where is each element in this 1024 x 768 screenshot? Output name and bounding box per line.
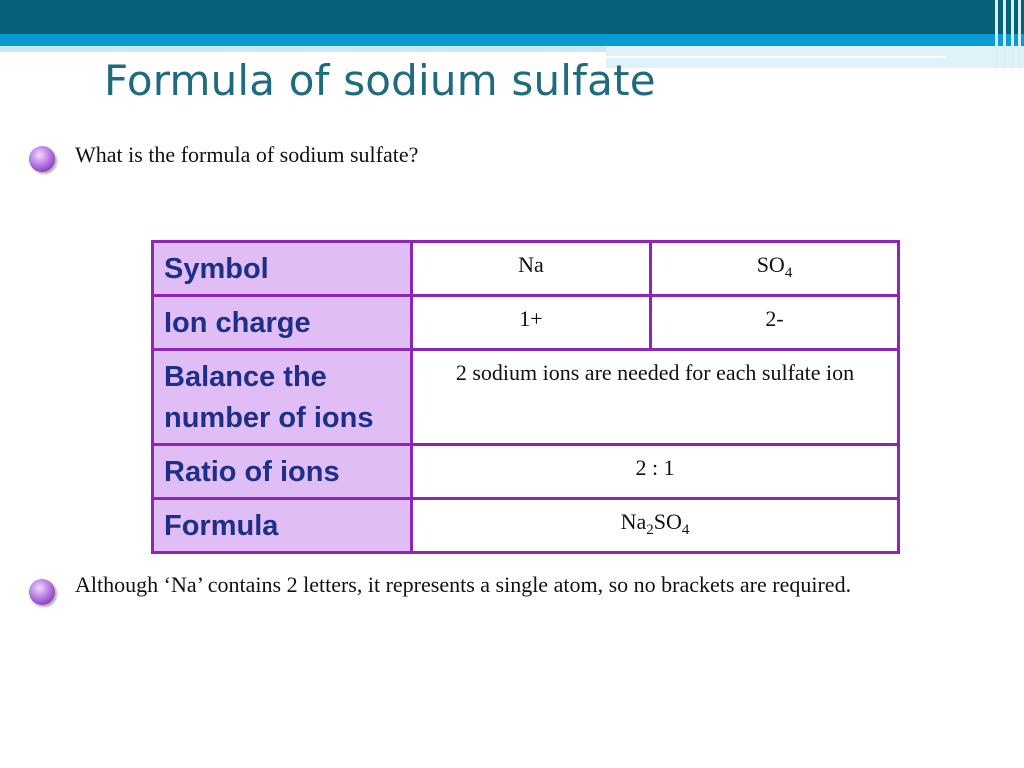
cell-formula [412, 499, 899, 553]
header-stripe [995, 0, 998, 68]
note-text: Although ‘Na’ contains 2 letters, it represents a single atom, so no brackets are required. [75, 572, 852, 597]
table-row [153, 499, 899, 553]
formula-na-subscript: 2 [646, 522, 654, 538]
header-band-dark [0, 0, 1024, 34]
question-text: What is the formula of sodium sulfate? [75, 142, 419, 167]
row-label-balance: Balance the number of ions [153, 350, 412, 445]
sulfate-symbol-subscript: 4 [784, 265, 793, 281]
cell-sulfate-charge: 2- [651, 296, 899, 350]
row-label-formula: Formula [153, 499, 412, 553]
slide-title: Formula of sodium sulfate [104, 56, 656, 105]
sulfate-symbol-base: SO [756, 252, 785, 277]
formula-so-subscript: 4 [681, 522, 690, 538]
row-label-symbol: Symbol [153, 242, 412, 296]
formula-so: SO [653, 509, 682, 534]
row-label-ion-charge: Ion charge [153, 296, 412, 350]
table-row [153, 350, 899, 445]
header-band-light [0, 46, 606, 52]
cell-balance-text: 2 sodium ions are needed for each sulfate ion [412, 350, 899, 445]
header-band-accent [0, 34, 1024, 46]
row-label-ratio: Ratio of ions [153, 445, 412, 499]
formula-na: Na [620, 509, 647, 534]
header-stripe [1003, 0, 1006, 68]
cell-sodium-symbol: Na [412, 242, 651, 296]
header-divider-line [606, 56, 946, 58]
table-row [153, 296, 899, 350]
header-stripe [1018, 0, 1021, 68]
bullet-icon [29, 579, 55, 605]
bullet-icon [29, 146, 55, 172]
ion-table [151, 240, 900, 554]
table-row [153, 445, 899, 499]
cell-sodium-charge: 1+ [412, 296, 651, 350]
table-row [153, 242, 899, 296]
header-stripe [1011, 0, 1014, 68]
cell-ratio: 2 : 1 [412, 445, 899, 499]
cell-sulfate-symbol [651, 242, 899, 296]
